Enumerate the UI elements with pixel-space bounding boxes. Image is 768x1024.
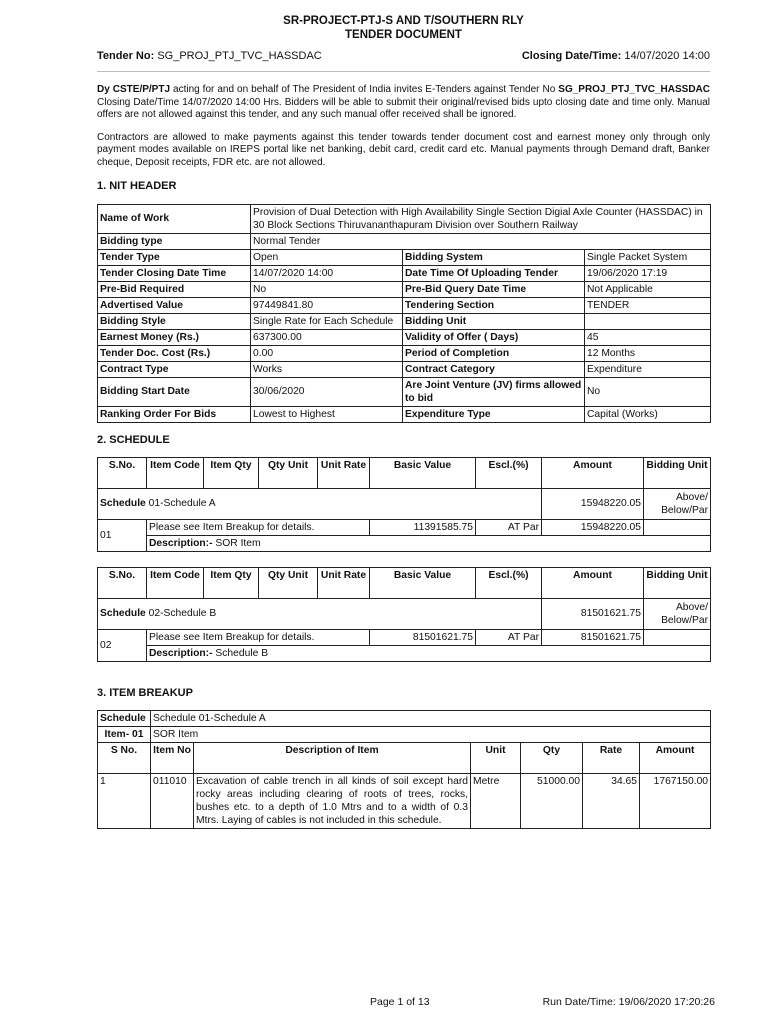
nit-value: 637300.00 bbox=[251, 329, 403, 345]
nit-row bbox=[98, 281, 711, 297]
col-description: Description of Item bbox=[194, 743, 471, 774]
tender-document bbox=[97, 14, 710, 829]
nit-value bbox=[585, 313, 711, 329]
breakup-item-data-row bbox=[98, 774, 711, 829]
document-title-line1: SR-PROJECT-PTJ-S AND T/SOUTHERN RLY bbox=[283, 15, 524, 27]
col-basic-value: Basic Value bbox=[370, 457, 476, 488]
nit-value: No bbox=[251, 281, 403, 297]
nit-value: Normal Tender bbox=[251, 233, 711, 249]
nit-label: Contract Type bbox=[98, 361, 251, 377]
nit-value: Open bbox=[251, 249, 403, 265]
nit-value: No bbox=[585, 377, 711, 406]
schedule-item-row bbox=[98, 519, 711, 535]
nit-header-heading: 1. NIT HEADER bbox=[97, 180, 177, 193]
closing-date bbox=[522, 49, 710, 63]
nit-row bbox=[98, 297, 711, 313]
nit-row bbox=[98, 377, 711, 406]
header-divider bbox=[97, 71, 710, 72]
nit-label: Contract Category bbox=[403, 361, 585, 377]
nit-label: Bidding Unit bbox=[403, 313, 585, 329]
nit-row bbox=[98, 313, 711, 329]
breakup-rate: 34.65 bbox=[583, 774, 640, 829]
nit-label: Bidding type bbox=[98, 233, 251, 249]
col-item-qty: Item Qty bbox=[204, 567, 259, 598]
breakup-sno: 1 bbox=[98, 774, 151, 829]
breakup-schedule-row bbox=[98, 711, 711, 727]
col-escl: Escl.(%) bbox=[476, 457, 542, 488]
nit-label: Ranking Order For Bids bbox=[98, 406, 251, 422]
nit-value: 12 Months bbox=[585, 345, 711, 361]
run-date-time: Run Date/Time: 19/06/2020 17:20:26 bbox=[542, 996, 715, 1008]
nit-label: Validity of Offer ( Days) bbox=[403, 329, 585, 345]
nit-label: Earnest Money (Rs.) bbox=[98, 329, 251, 345]
schedule-amount: 81501621.75 bbox=[542, 629, 644, 645]
nit-value: Not Applicable bbox=[585, 281, 711, 297]
schedule-table-b bbox=[97, 567, 711, 662]
col-qty: Qty bbox=[521, 743, 583, 774]
breakup-amount: 1767150.00 bbox=[640, 774, 711, 829]
col-unit-rate: Unit Rate bbox=[318, 457, 370, 488]
nit-label: Name of Work bbox=[98, 204, 251, 233]
schedule-header-row bbox=[98, 567, 711, 598]
nit-label: Bidding Start Date bbox=[98, 377, 251, 406]
schedule-name-cell bbox=[98, 598, 542, 629]
schedule-bidding-unit: Above/ Below/Par bbox=[644, 598, 711, 629]
intro-text-2: Closing Date/Time 14/07/2020 14:00 Hrs. Bidders will be able to submit their original/revised bids upto closing date and time only. Manual offers are not allowed against this tender, and any such manual offer received shall be ignored. bbox=[97, 96, 710, 121]
nit-value: 45 bbox=[585, 329, 711, 345]
nit-row bbox=[98, 345, 711, 361]
nit-label: Tender Closing Date Time bbox=[98, 265, 251, 281]
schedule-item-text: Please see Item Breakup for details. bbox=[147, 629, 370, 645]
col-bidding-unit: Bidding Unit bbox=[644, 567, 711, 598]
intro-text-1: acting for and on behalf of The President of India invites E-Tenders against Tender No bbox=[170, 84, 559, 96]
tender-header-row bbox=[97, 49, 710, 63]
tender-no-label: Tender No: bbox=[97, 50, 155, 62]
col-unit: Unit bbox=[471, 743, 521, 774]
nit-label: Tender Type bbox=[98, 249, 251, 265]
schedule-heading: 2. SCHEDULE bbox=[97, 433, 170, 446]
breakup-schedule-value: Schedule 01-Schedule A bbox=[151, 711, 711, 727]
description-label: Description:- bbox=[149, 647, 213, 659]
nit-label: Tendering Section bbox=[403, 297, 585, 313]
schedule-label: Schedule bbox=[100, 498, 146, 510]
nit-label: Expenditure Type bbox=[403, 406, 585, 422]
schedule-name: 02-Schedule B bbox=[148, 608, 217, 620]
nit-value: Lowest to Highest bbox=[251, 406, 403, 422]
col-bidding-unit: Bidding Unit bbox=[644, 457, 711, 488]
intro-paragraph-2: Contractors are allowed to make payments against this tender towards tender document cost and earnest money only through only payment modes available on IREPS portal like net banking, debit card, credit card etc. Manual payments through Demand draft, Banker cheque, Deposit receipts, FDR etc. are not allowed. bbox=[97, 131, 710, 168]
description-label: Description:- bbox=[149, 537, 213, 549]
nit-label: Period of Completion bbox=[403, 345, 585, 361]
schedule-header-row bbox=[98, 457, 711, 488]
nit-value: Expenditure bbox=[585, 361, 711, 377]
col-amount: Amount bbox=[542, 567, 644, 598]
tender-no bbox=[97, 49, 322, 63]
schedule-item-sno: 01 bbox=[98, 519, 147, 551]
intro-tender-no: SG_PROJ_PTJ_TVC_HASSDAC bbox=[558, 84, 710, 96]
schedule-name: 01-Schedule A bbox=[148, 498, 216, 510]
nit-header-table bbox=[97, 204, 711, 423]
intro-issuer: Dy CSTE/P/PTJ bbox=[97, 84, 171, 96]
col-amount: Amount bbox=[640, 743, 711, 774]
nit-row-bidding-type bbox=[98, 233, 711, 249]
breakup-item-no: 011010 bbox=[151, 774, 194, 829]
closing-date-value: 14/07/2020 14:00 bbox=[624, 50, 710, 62]
col-item-code: Item Code bbox=[147, 457, 204, 488]
tender-no-value: SG_PROJ_PTJ_TVC_HASSDAC bbox=[157, 50, 322, 62]
col-rate: Rate bbox=[583, 743, 640, 774]
col-item-code: Item Code bbox=[147, 567, 204, 598]
breakup-qty: 51000.00 bbox=[521, 774, 583, 829]
page-footer bbox=[370, 996, 715, 1010]
schedule-description-cell bbox=[147, 535, 711, 551]
col-basic-value: Basic Value bbox=[370, 567, 476, 598]
nit-value: TENDER bbox=[585, 297, 711, 313]
schedule-item-sno: 02 bbox=[98, 629, 147, 661]
schedule-total: 81501621.75 bbox=[542, 598, 644, 629]
nit-value: Works bbox=[251, 361, 403, 377]
schedule-unit-empty bbox=[644, 629, 711, 645]
schedule-item-row bbox=[98, 629, 711, 645]
schedule-table-a bbox=[97, 457, 711, 552]
nit-value: 97449841.80 bbox=[251, 297, 403, 313]
nit-row bbox=[98, 406, 711, 422]
col-item-no: Item No bbox=[151, 743, 194, 774]
nit-label: Bidding Style bbox=[98, 313, 251, 329]
nit-value: Capital (Works) bbox=[585, 406, 711, 422]
nit-row-name-of-work bbox=[98, 204, 711, 233]
page-number: Page 1 of 13 bbox=[370, 996, 430, 1008]
schedule-basic-value: 81501621.75 bbox=[370, 629, 476, 645]
col-unit-rate: Unit Rate bbox=[318, 567, 370, 598]
col-sno: S.No. bbox=[98, 457, 147, 488]
col-sno: S.No. bbox=[98, 567, 147, 598]
breakup-item-label: Item- 01 bbox=[98, 727, 151, 743]
nit-row bbox=[98, 361, 711, 377]
nit-row bbox=[98, 249, 711, 265]
nit-label: Bidding System bbox=[403, 249, 585, 265]
nit-label: Pre-Bid Query Date Time bbox=[403, 281, 585, 297]
schedule-description-cell bbox=[147, 645, 711, 661]
breakup-item-value: SOR Item bbox=[151, 727, 711, 743]
intro-paragraph-1 bbox=[97, 84, 710, 122]
col-s-no: S No. bbox=[98, 743, 151, 774]
nit-value: 0.00 bbox=[251, 345, 403, 361]
nit-row bbox=[98, 329, 711, 345]
col-qty-unit: Qty Unit bbox=[259, 567, 318, 598]
nit-value: 14/07/2020 14:00 bbox=[251, 265, 403, 281]
closing-date-label: Closing Date/Time: bbox=[521, 50, 622, 62]
col-amount: Amount bbox=[542, 457, 644, 488]
schedule-description: Schedule B bbox=[215, 647, 269, 659]
item-breakup-heading: 3. ITEM BREAKUP bbox=[97, 686, 193, 699]
schedule-description-row bbox=[98, 535, 711, 551]
breakup-header-row bbox=[98, 743, 711, 774]
breakup-unit: Metre bbox=[471, 774, 521, 829]
nit-value: Single Packet System bbox=[585, 249, 711, 265]
breakup-schedule-label: Schedule bbox=[98, 711, 151, 727]
col-item-qty: Item Qty bbox=[204, 457, 259, 488]
schedule-title-row bbox=[98, 488, 711, 519]
nit-label: Are Joint Venture (JV) firms allowed to bid bbox=[403, 377, 585, 406]
nit-label: Date Time Of Uploading Tender bbox=[403, 265, 585, 281]
schedule-item-text: Please see Item Breakup for details. bbox=[147, 519, 370, 535]
schedule-basic-value: 11391585.75 bbox=[370, 519, 476, 535]
schedule-escl: AT Par bbox=[476, 629, 542, 645]
col-escl: Escl.(%) bbox=[476, 567, 542, 598]
schedule-amount: 15948220.05 bbox=[542, 519, 644, 535]
nit-value: 30/06/2020 bbox=[251, 377, 403, 406]
nit-value: Provision of Dual Detection with High Availability Single Section Digial Axle Counter (HASSDAC) in 30 Block Sections Thiruvananthapuram Division over Southern Railway bbox=[251, 204, 711, 233]
nit-label: Pre-Bid Required bbox=[98, 281, 251, 297]
schedule-description: SOR Item bbox=[215, 537, 261, 549]
item-breakup-table bbox=[97, 710, 711, 829]
nit-value: 19/06/2020 17:19 bbox=[585, 265, 711, 281]
breakup-item-row bbox=[98, 727, 711, 743]
schedule-title-row bbox=[98, 598, 711, 629]
schedule-escl: AT Par bbox=[476, 519, 542, 535]
schedule-unit-empty bbox=[644, 519, 711, 535]
schedule-total: 15948220.05 bbox=[542, 488, 644, 519]
nit-value: Single Rate for Each Schedule bbox=[251, 313, 403, 329]
col-qty-unit: Qty Unit bbox=[259, 457, 318, 488]
schedule-bidding-unit: Above/ Below/Par bbox=[644, 488, 711, 519]
nit-row bbox=[98, 265, 711, 281]
breakup-description: Excavation of cable trench in all kinds of soil except hard rocky areas including clearing of roots of trees, rocks, bushes etc. to a depth of 1.0 Mtrs and to a width of 0.3 Mtrs. Laying of cables is not included in this schedule. bbox=[194, 774, 471, 829]
nit-label: Tender Doc. Cost (Rs.) bbox=[98, 345, 251, 361]
document-title-line2: TENDER DOCUMENT bbox=[345, 29, 462, 41]
nit-label: Advertised Value bbox=[98, 297, 251, 313]
schedule-name-cell bbox=[98, 488, 542, 519]
schedule-label: Schedule bbox=[100, 608, 146, 620]
schedule-description-row bbox=[98, 645, 711, 661]
